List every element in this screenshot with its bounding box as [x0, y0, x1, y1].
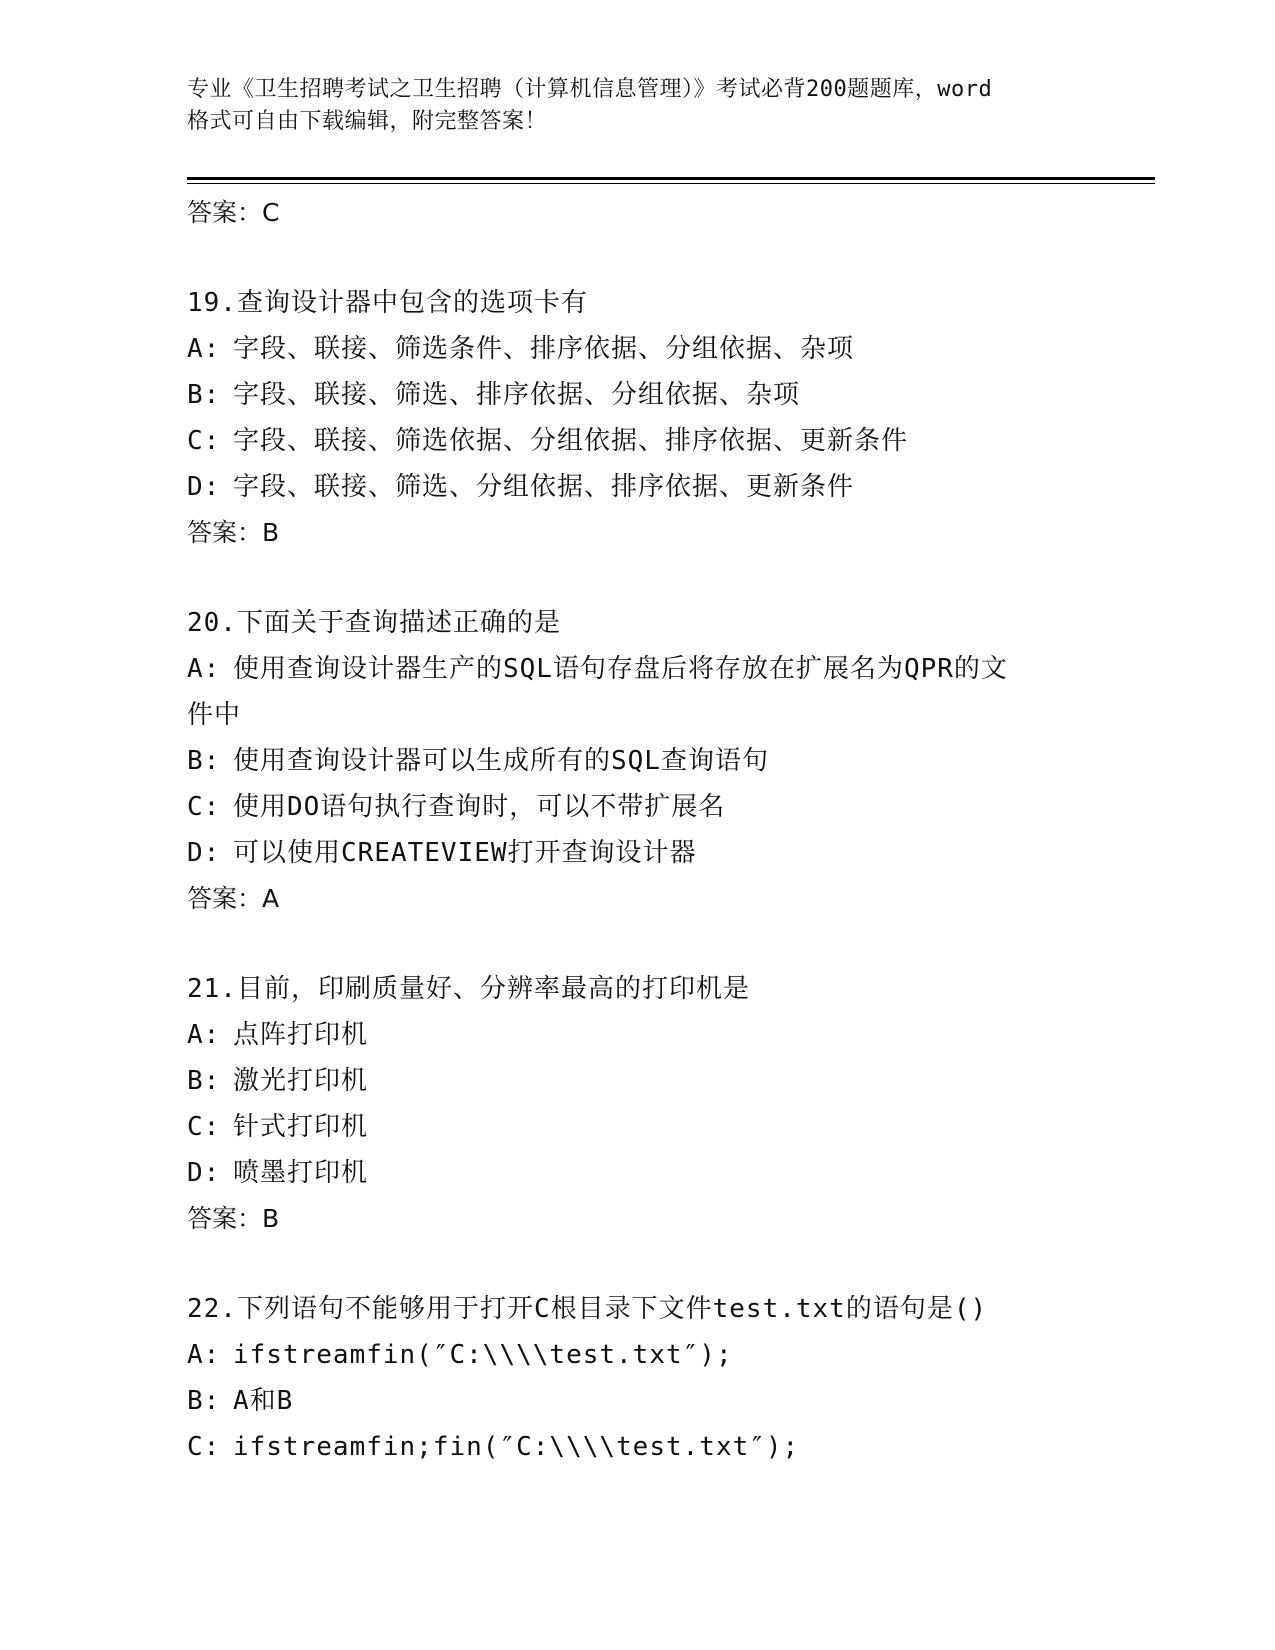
- option-c: [187, 418, 1087, 464]
- option-text: 使用DO语句执行查询时，可以不带扩展名: [233, 792, 726, 822]
- question-title: 21.目前，印刷质量好、分辨率最高的打印机是: [187, 974, 750, 1004]
- option-letter: C:: [187, 792, 221, 822]
- option-letter: D:: [187, 1158, 221, 1188]
- option-a: [187, 1012, 1087, 1058]
- option-text: 使用查询设计器生产的SQL语句存盘后将存放在扩展名为QPR的文: [233, 654, 1008, 684]
- option-text: 字段、联接、筛选、排序依据、分组依据、杂项: [233, 380, 801, 410]
- option-text: A和B: [233, 1386, 294, 1416]
- option-letter: B:: [187, 1386, 221, 1416]
- option-text: 喷墨打印机: [233, 1158, 369, 1188]
- question-19: [187, 280, 1087, 556]
- question-21: [187, 966, 1087, 1242]
- option-letter: D:: [187, 472, 221, 502]
- option-a: [187, 326, 1087, 372]
- option-text: 点阵打印机: [233, 1020, 369, 1050]
- question-title: 20.下面关于查询描述正确的是: [187, 608, 561, 638]
- option-letter: C:: [187, 426, 221, 456]
- option-b: [187, 738, 1087, 784]
- header-rule-thick: [187, 177, 1155, 180]
- option-letter: A:: [187, 334, 221, 364]
- option-letter: B:: [187, 1066, 221, 1096]
- option-text: 字段、联接、筛选、分组依据、排序依据、更新条件: [233, 472, 855, 502]
- document-header: [187, 74, 1087, 138]
- option-text: ifstreamfin(″C:\\\\test.txt″);: [233, 1340, 733, 1370]
- option-letter: B:: [187, 746, 221, 776]
- option-letter: A:: [187, 1020, 221, 1050]
- option-text: 字段、联接、筛选条件、排序依据、分组依据、杂项: [233, 334, 855, 364]
- option-b: [187, 1378, 1087, 1424]
- option-b: [187, 372, 1087, 418]
- option-text: 字段、联接、筛选依据、分组依据、排序依据、更新条件: [233, 426, 909, 456]
- option-letter: D:: [187, 838, 221, 868]
- answer-20: 答案：A: [187, 884, 280, 913]
- option-a: [187, 646, 1087, 692]
- answer-19: 答案：B: [187, 518, 280, 547]
- option-text: 可以使用CREATEVIEW打开查询设计器: [233, 838, 697, 868]
- option-c: [187, 784, 1087, 830]
- option-text: 使用查询设计器可以生成所有的SQL查询语句: [233, 746, 769, 776]
- document-body: [187, 190, 1087, 1470]
- option-d: [187, 830, 1087, 876]
- option-d: [187, 1150, 1087, 1196]
- header-line-2: 格式可自由下载编辑，附完整答案！: [187, 109, 548, 134]
- option-letter: A:: [187, 654, 221, 684]
- header-line-1: 专业《卫生招聘考试之卫生招聘（计算机信息管理）》考试必背200题题库，word: [187, 77, 993, 102]
- option-a: [187, 1332, 1087, 1378]
- option-letter: B:: [187, 380, 221, 410]
- option-c: [187, 1424, 1087, 1470]
- question-22: [187, 1286, 1087, 1470]
- header-rule-thin: [187, 183, 1155, 184]
- option-c: [187, 1104, 1087, 1150]
- question-title: 19.查询设计器中包含的选项卡有: [187, 288, 588, 318]
- option-text: 针式打印机: [233, 1112, 369, 1142]
- answer-21: 答案：B: [187, 1204, 280, 1233]
- option-letter: C:: [187, 1432, 221, 1462]
- option-a-continuation: 件中: [187, 700, 242, 730]
- question-title: 22.下列语句不能够用于打开C根目录下文件test.txt的语句是(): [187, 1294, 988, 1324]
- option-text: ifstreamfin;fin(″C:\\\\test.txt″);: [233, 1432, 800, 1462]
- answer-18: 答案：C: [187, 198, 280, 227]
- option-letter: C:: [187, 1112, 221, 1142]
- option-d: [187, 464, 1087, 510]
- question-20: [187, 600, 1087, 922]
- option-text: 激光打印机: [233, 1066, 369, 1096]
- option-b: [187, 1058, 1087, 1104]
- option-letter: A:: [187, 1340, 221, 1370]
